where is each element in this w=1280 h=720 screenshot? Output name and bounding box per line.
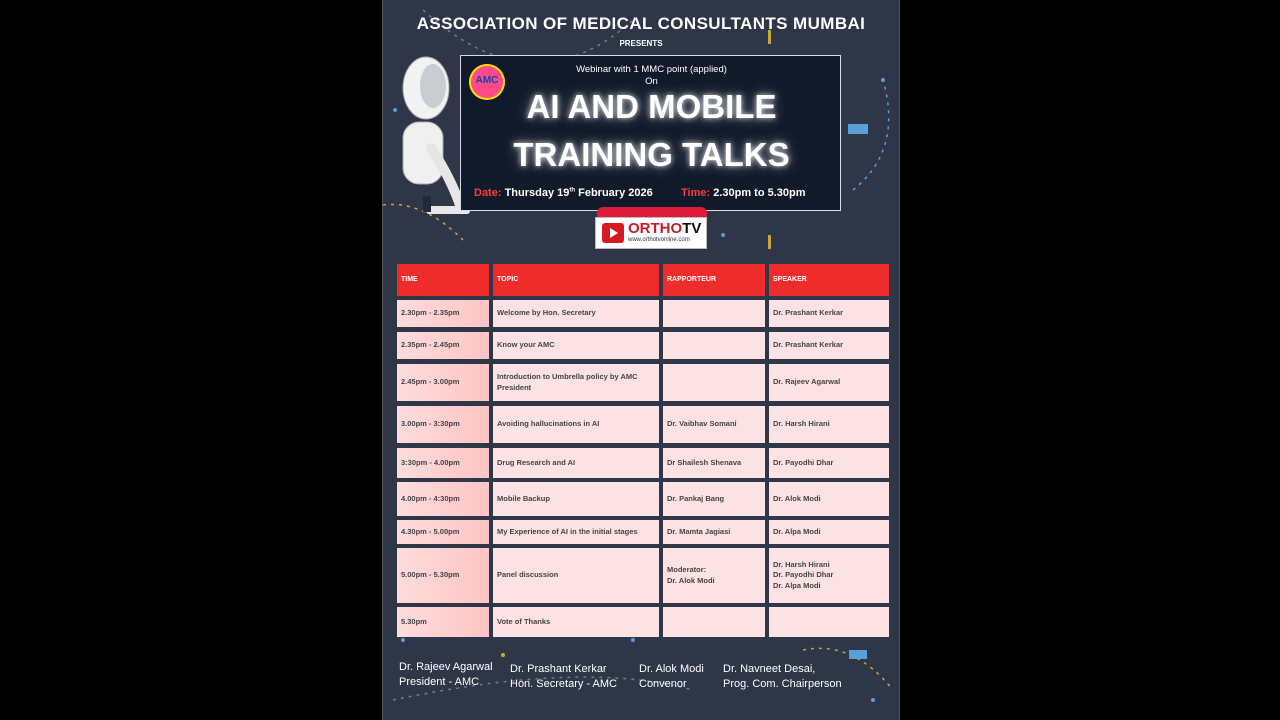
table-cell-topic: Welcome by Hon. Secretary	[493, 300, 659, 327]
table-cell-rapporteur: Dr. Pankaj Bang	[663, 482, 765, 516]
organizer-name: Dr. Prashant Kerkar	[510, 663, 607, 675]
organizer-role: Prog. Com. Chairperson	[723, 678, 842, 691]
table-cell-speaker	[769, 607, 889, 637]
time-line	[681, 187, 806, 199]
time-label: Time:	[681, 187, 711, 199]
table-cell-time: 3:30pm - 4.00pm	[397, 448, 489, 478]
robot-illustration	[391, 48, 471, 228]
orthotv-brand: ORTHOTV	[628, 220, 702, 237]
table-header-cell: RAPPORTEUR	[663, 264, 765, 296]
on-label: On	[645, 76, 658, 87]
date-label: Date:	[474, 187, 502, 199]
table-cell-topic: Mobile Backup	[493, 482, 659, 516]
logo-text: AMC	[475, 75, 499, 86]
table-header-cell: TIME	[397, 264, 489, 296]
table-cell-topic: Avoiding hallucinations in AI	[493, 406, 659, 443]
table-cell-rapporteur: Dr. Vaibhav Somani	[663, 406, 765, 443]
table-cell-speaker: Dr. Prashant Kerkar	[769, 332, 889, 359]
organizer-role: Hon. Secretary - AMC	[510, 678, 617, 691]
table-cell-rapporteur: Dr. Mamta Jagiasi	[663, 520, 765, 544]
orthotv-logo	[595, 217, 707, 249]
webinar-subtitle: Webinar with 1 MMC point (applied)	[576, 64, 727, 75]
table-header-cell: SPEAKER	[769, 264, 889, 296]
table-cell-time: 4.30pm - 5.00pm	[397, 520, 489, 544]
organizer-name: Dr. Rajeev Agarwal	[399, 661, 493, 673]
table-cell-rapporteur: Dr Shailesh Shenava	[663, 448, 765, 478]
table-cell-speaker: Dr. Payodhi Dhar	[769, 448, 889, 478]
organizer-role: President - AMC	[399, 676, 480, 689]
organizer-role: Convenor	[639, 678, 687, 691]
table-cell-topic: My Experience of AI in the initial stages	[493, 520, 659, 544]
table-cell-time: 3.00pm - 3:30pm	[397, 406, 489, 443]
time-value: 2.30pm to 5.30pm	[713, 187, 806, 199]
date-value: Thursday 19th February 2026	[504, 187, 653, 199]
organizer-name: Dr. Alok Modi	[639, 663, 704, 675]
date-line	[474, 187, 653, 199]
table-cell-time: 2.35pm - 2.45pm	[397, 332, 489, 359]
table-cell-topic: Introduction to Umbrella policy by AMC President	[493, 364, 659, 401]
title-line-2: TRAINING TALKS	[513, 136, 790, 173]
table-cell-speaker: Dr. Alpa Modi	[769, 520, 889, 544]
table-cell-topic: Know your AMC	[493, 332, 659, 359]
organizer-signature	[639, 662, 704, 693]
organizer-signature	[510, 662, 617, 693]
table-cell-rapporteur	[663, 364, 765, 401]
table-cell-speaker: Dr. Alok Modi	[769, 482, 889, 516]
table-cell-speaker: Dr. Harsh Hirani Dr. Payodhi Dhar Dr. Alpa Modi	[769, 548, 889, 603]
table-cell-time: 4.00pm - 4:30pm	[397, 482, 489, 516]
organization-title: ASSOCIATION OF MEDICAL CONSULTANTS MUMBAI	[416, 14, 866, 33]
table-cell-time: 2.30pm - 2.35pm	[397, 300, 489, 327]
table-cell-rapporteur	[663, 607, 765, 637]
table-cell-rapporteur: Moderator: Dr. Alok Modi	[663, 548, 765, 603]
presents-label: PRESENTS	[619, 39, 663, 48]
table-cell-speaker: Dr. Prashant Kerkar	[769, 300, 889, 327]
table-cell-speaker: Dr. Harsh Hirani	[769, 406, 889, 443]
title-banner	[460, 55, 841, 211]
webinar-poster	[382, 0, 900, 720]
title-line-1: AI AND MOBILE	[526, 88, 777, 125]
organizer-signature	[723, 662, 842, 693]
table-header-cell: TOPIC	[493, 264, 659, 296]
orthotv-url: www.orthotvonline.com	[628, 237, 690, 243]
table-cell-rapporteur	[663, 300, 765, 327]
table-cell-rapporteur	[663, 332, 765, 359]
organizer-signature	[399, 660, 493, 691]
table-cell-time: 5.00pm - 5.30pm	[397, 548, 489, 603]
organizer-name: Dr. Navneet Desai,	[723, 663, 816, 675]
play-icon	[602, 223, 624, 243]
table-cell-time: 2.45pm - 3.00pm	[397, 364, 489, 401]
table-cell-topic: Vote of Thanks	[493, 607, 659, 637]
table-cell-time: 5.30pm	[397, 607, 489, 637]
table-cell-topic: Drug Research and AI	[493, 448, 659, 478]
table-cell-speaker: Dr. Rajeev Agarwal	[769, 364, 889, 401]
table-cell-topic: Panel discussion	[493, 548, 659, 603]
